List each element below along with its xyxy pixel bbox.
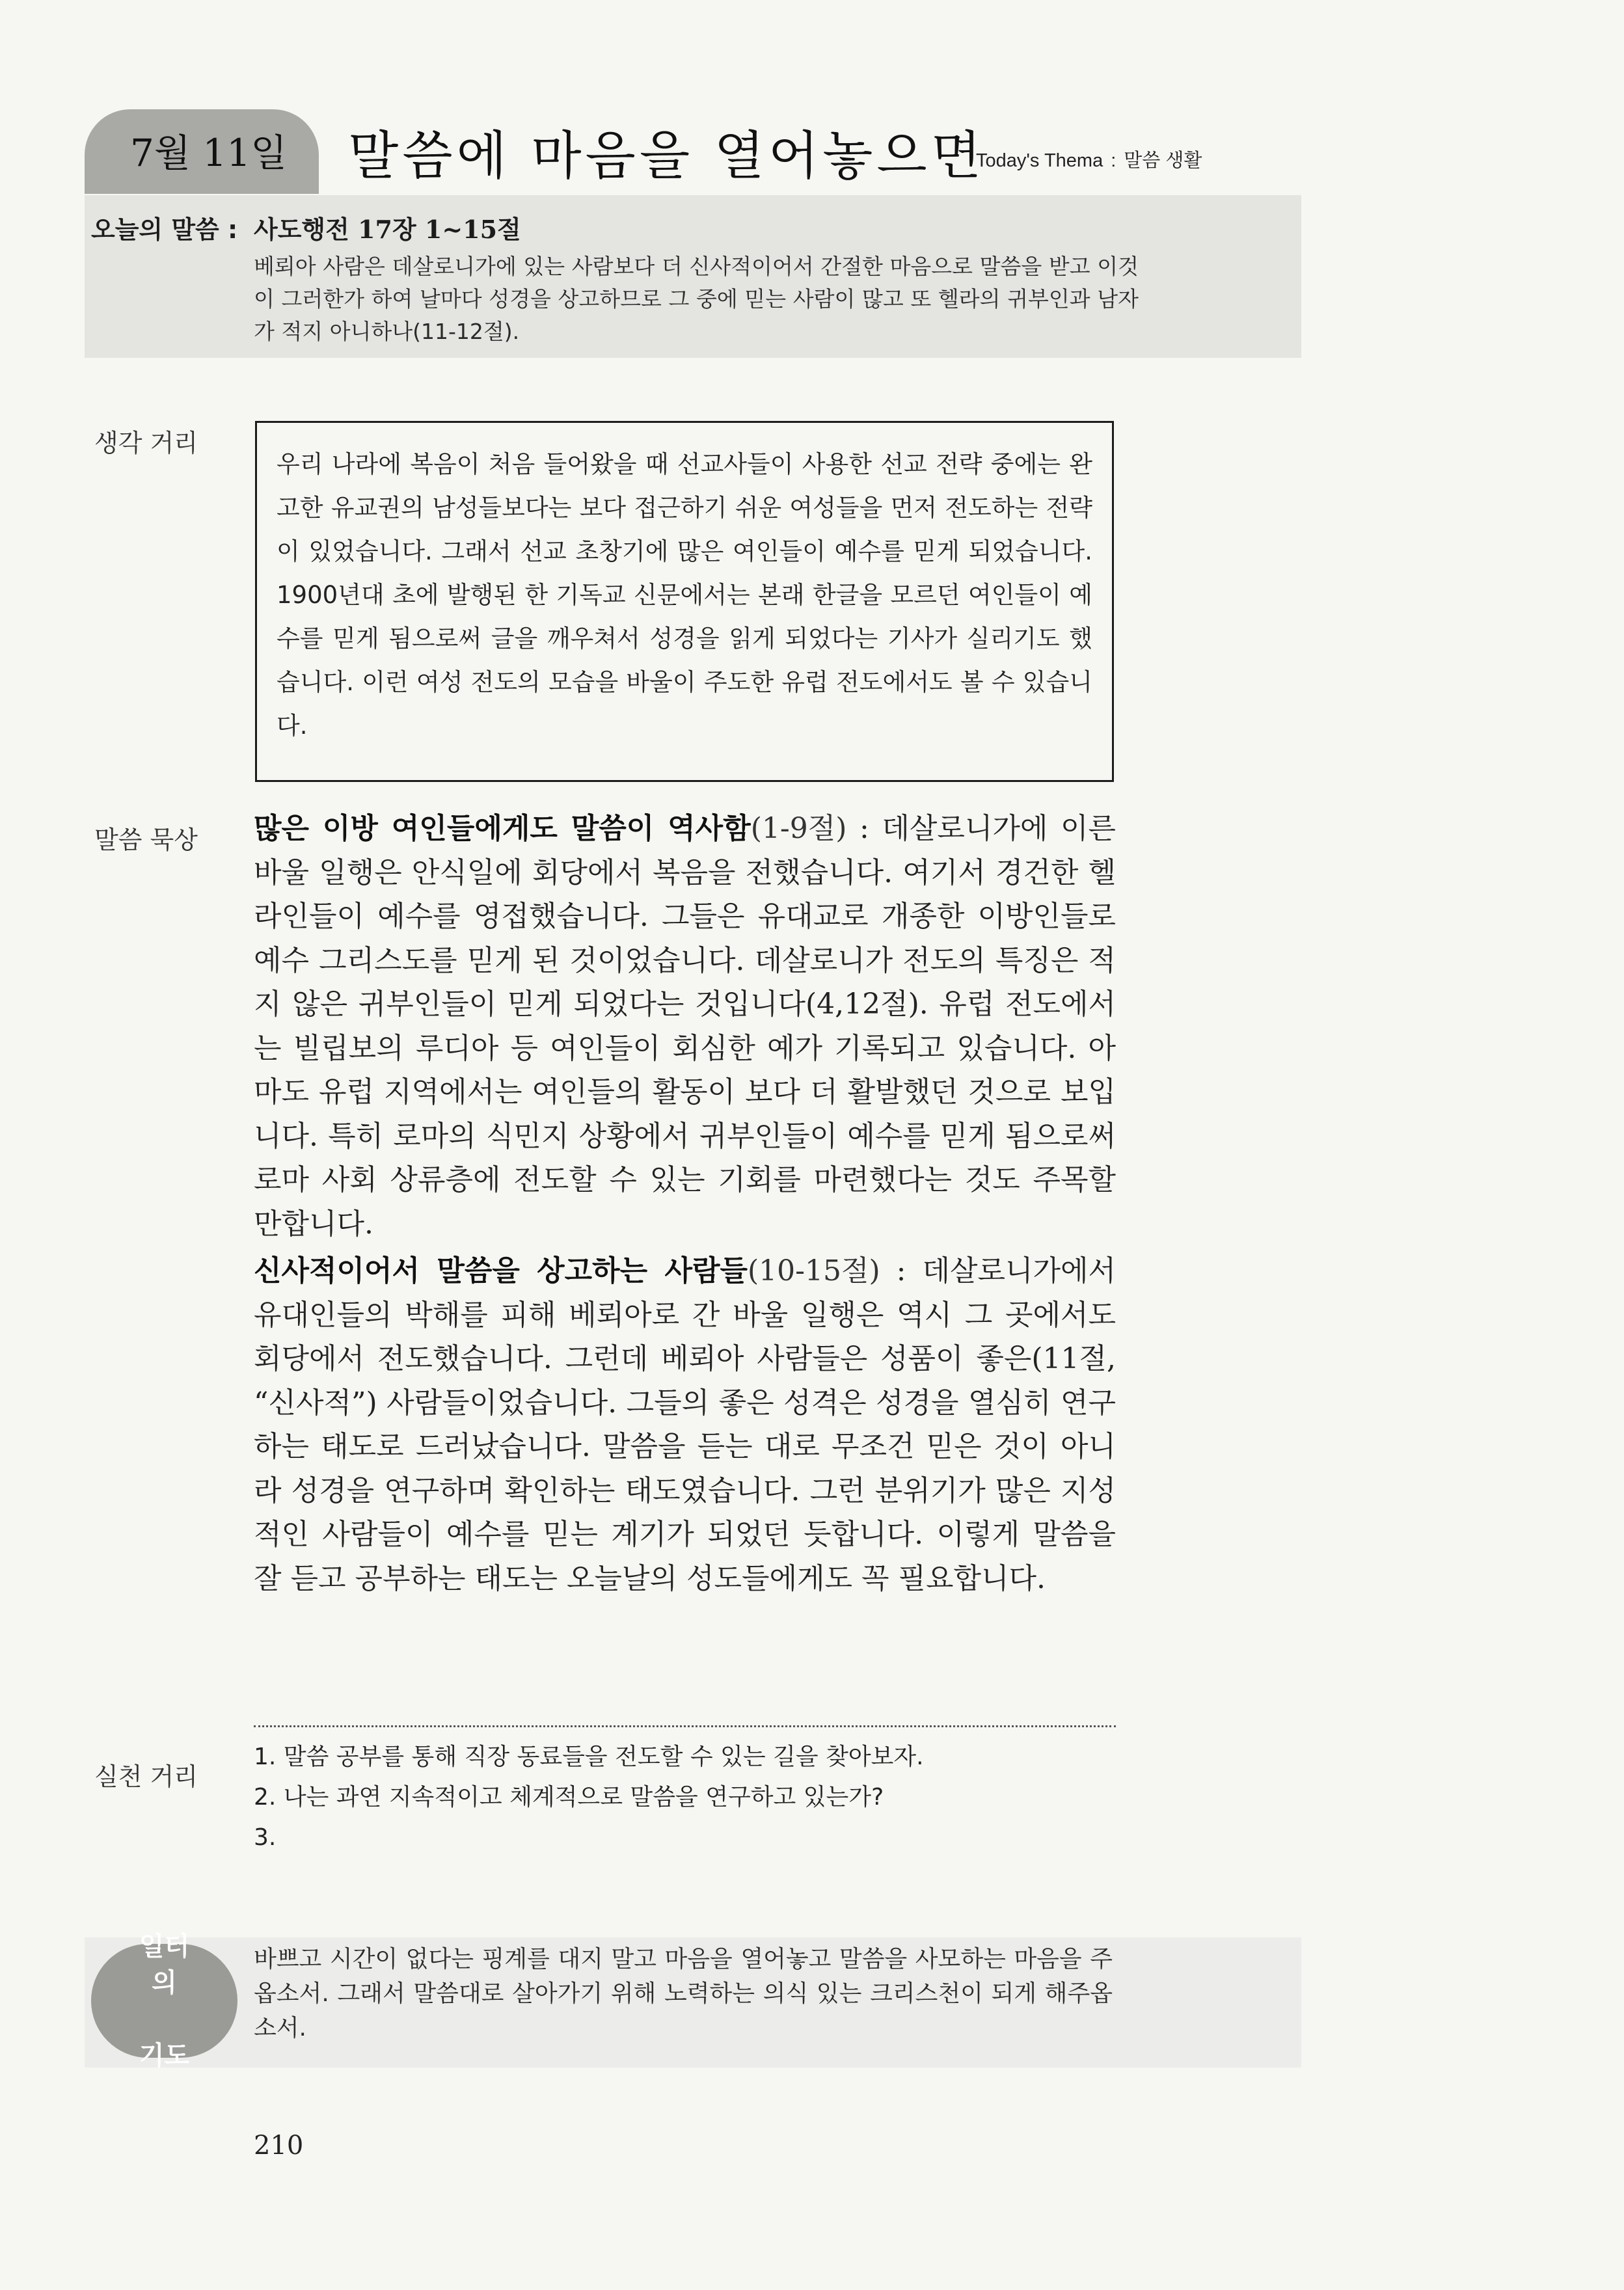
scripture-reference: 사도행전 17장 1~15절 xyxy=(254,215,521,244)
meditation-label: 말씀 묵상 xyxy=(94,826,198,854)
practice-list xyxy=(254,1737,1116,1858)
meditation-text: : 데살로니가에 이른 바울 일행은 안식일에 회당에서 복음을 전했습니다. 여기서 경건한 헬라인들이 예수를 영접했습니다. 그들은 유대교로 개종한 이방인들로 예수 그리스도를 믿게 된 것이었습니다. 데살로니가 전도의 특징은 적지 않은 귀부인들이 믿게 되었다는 것입니다(4,12절). 유럽 전도에서는 빌립보의 루디아 등 여인들이 회심한 예가 기록되고 있습니다. 아마도 유럽 지역에서는 여인들의 활동이 보다 더 활발했던 것으로 보입니다. 특히 로마의 식민지 상황에서 귀부인들이 예수를 믿게 됨으로써 로마 사회 상류층에 전도할 수 있는 기회를 마련했다는 것도 주목할 만합니다. xyxy=(254,812,1116,1241)
page-title: 말씀에 마음을 열어놓으면 xyxy=(348,126,985,186)
thema-separator: : xyxy=(1111,150,1116,171)
practice-item: 3. xyxy=(254,1824,277,1851)
meditation-subheading-ref: (1-9절) xyxy=(750,812,847,845)
dotted-divider xyxy=(254,1725,1116,1727)
practice-item: 1. 말씀 공부를 통해 직장 동료들을 전도할 수 있는 길을 찾아보자. xyxy=(254,1744,924,1770)
date-label: 7월 11일 xyxy=(130,131,288,175)
thought-text: 우리 나라에 복음이 처음 들어왔을 때 선교사들이 사용한 선교 전략 중에는 완고한 유교권의 남성들보다는 보다 접근하기 쉬운 여성들을 먼저 전도하는 전략이 있었습니다. 그래서 선교 초창기에 많은 여인들이 예수를 믿게 되었습니다. 1900년대 초에 발행된 한 기독교 신문에서는 본래 한글을 모르던 여인들이 예수를 믿게 됨으로써 글을 깨우쳐서 성경을 읽게 되었다는 기사가 실리기도 했습니다. 이런 여성 전도의 모습을 바울이 주도한 유럽 전도에서도 볼 수 있습니다. xyxy=(277,450,1092,740)
prayer-badge-line1: 일터의 xyxy=(139,1931,190,1998)
meditation-paragraph xyxy=(254,1249,1116,1600)
prayer-badge-line2: 기도 xyxy=(139,2040,190,2071)
prayer-badge xyxy=(91,1931,237,2071)
thema-value: 말씀 생활 xyxy=(1124,150,1202,171)
meditation-body xyxy=(254,807,1116,1604)
thought-box xyxy=(255,421,1114,782)
meditation-paragraph xyxy=(254,807,1116,1246)
meditation-subheading-ref: (10-15절) xyxy=(748,1254,880,1287)
practice-label: 실천 거리 xyxy=(94,1762,198,1791)
practice-item: 2. 나는 과연 지속적이고 체계적으로 말씀을 연구하고 있는가? xyxy=(254,1784,884,1811)
thought-label: 생각 거리 xyxy=(94,429,198,457)
prayer-text: 바쁘고 시간이 없다는 핑계를 대지 말고 마음을 열어놓고 말씀을 사모하는 마음을 주옵소서. 그래서 말씀대로 살아가기 위해 노력하는 의식 있는 크리스천이 되게 해주옵소서. xyxy=(254,1946,1113,2041)
page-number: 210 xyxy=(254,2131,304,2161)
meditation-subheading: 신사적이어서 말씀을 상고하는 사람들 xyxy=(254,1254,748,1287)
thema-label: Today's Thema xyxy=(976,150,1103,171)
scripture-text: 베뢰아 사람은 데살로니가에 있는 사람보다 더 신사적이어서 간절한 마음으로 말씀을 받고 이것이 그러한가 하여 날마다 성경을 상고하므로 그 중에 믿는 사람이 많고 또 헬라의 귀부인과 남자가 적지 아니하나(11-12절). xyxy=(254,254,1139,344)
meditation-subheading: 많은 이방 여인들에게도 말씀이 역사함 xyxy=(254,812,751,845)
meditation-text: : 데살로니가에서 유대인들의 박해를 피해 베뢰아로 간 바울 일행은 역시 그 곳에서도 회당에서 전도했습니다. 그런데 베뢰아 사람들은 성품이 좋은(11절, “신사적”) 사람들이었습니다. 그들의 좋은 성격은 성경을 열심히 연구하는 태도로 드러났습니다. 말씀을 듣는 대로 무조건 믿은 것이 아니라 성경을 연구하며 확인하는 태도였습니다. 그런 분위기가 많은 지성적인 사람들이 예수를 믿는 계기가 되었던 듯합니다. 이렇게 말씀을 잘 듣고 공부하는 태도는 오늘날의 성도들에게도 꼭 필요합니다. xyxy=(254,1254,1116,1595)
scripture-label: 오늘의 말씀 : xyxy=(91,215,238,244)
today-thema xyxy=(976,146,1202,172)
